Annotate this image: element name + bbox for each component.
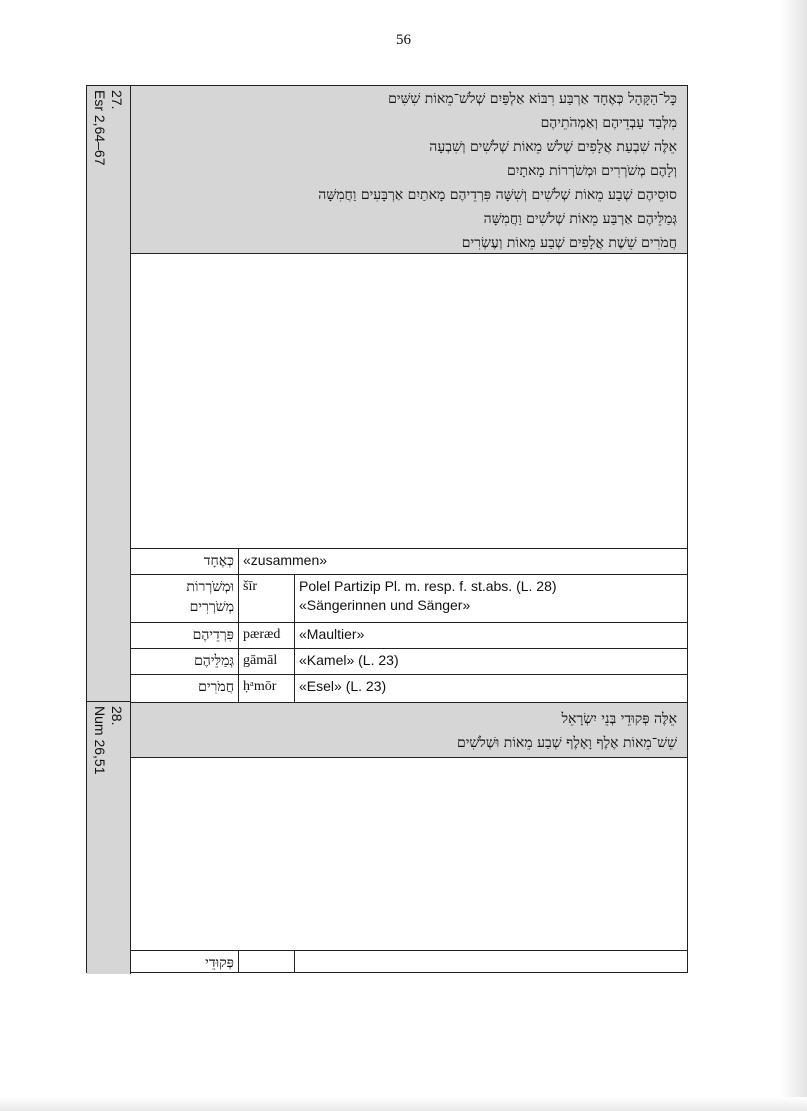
section-28-sidebar [87, 702, 131, 974]
section-28-label [91, 706, 125, 774]
hebrew-line: גְּמַלֵּיהֶם אַרְבַּע מֵאוֹת שְׁלֹשִׁים וַחֲמִשָּׁה [483, 211, 677, 227]
section-number: 27. [109, 90, 125, 110]
hebrew-line: אֵלֶּה פְּקוּדֵי בְּנֵי יִשְׂרָאֵל [561, 711, 677, 727]
vocab-gloss [295, 575, 687, 622]
vocab-root: ḥᵃmōr [239, 675, 295, 702]
hebrew-line: וְלָהֶם מְשֹׁרְרִים וּמְשֹׁרְרוֹת מָאתָיִם [507, 163, 677, 179]
vocab-gloss: «zusammen» [243, 552, 328, 568]
section-27-translation-area[interactable] [131, 254, 687, 549]
vocab-root: pæræd [239, 623, 295, 648]
section-28-hebrew-text [131, 702, 687, 758]
section-27-label [91, 90, 125, 166]
section-27-sidebar [87, 86, 131, 702]
vocab-gloss: «Esel» (L. 23) [299, 678, 387, 694]
section-number: 28. [109, 706, 125, 726]
vocab-hebrew: פִּרְדֵיהֶם [131, 623, 239, 648]
section-reference: Esr 2,64–67 [92, 90, 108, 166]
vocab-row [131, 623, 687, 649]
vocab-gloss-line: Polel Partizip Pl. m. resp. f. st.abs. (L. 28) [299, 578, 557, 594]
vocab-hebrew-line: מְשֹׁרְרִים [189, 599, 234, 615]
page-edge-shadow [779, 0, 807, 1111]
vocab-hebrew-line: וּמְשֹׁרְרוֹת [186, 579, 234, 595]
vocab-row [131, 649, 687, 675]
vocab-hebrew: פְּקוּדֵי [131, 951, 239, 973]
section-27-hebrew-text [131, 86, 687, 254]
vocab-root: gāmāl [239, 649, 295, 674]
vocab-root [239, 951, 295, 973]
vocab-hebrew: כְּאֶחָד [131, 549, 239, 574]
page-bottom-shadow [0, 1097, 807, 1111]
vocab-hebrew [131, 575, 239, 622]
vocab-gloss-line: «Sängerinnen und Sänger» [299, 597, 471, 613]
vocab-hebrew: גְּמַלֵּיהֶם [131, 649, 239, 674]
hebrew-line: אֵלֶּה שִׁבְעַת אֲלָפִים שְׁלֹשׁ מֵאוֹת שְׁלֹשִׁים וְשִׁבְעָה [429, 139, 677, 155]
vocab-row [131, 951, 687, 973]
vocab-row [131, 549, 687, 575]
vocab-gloss: «Kamel» (L. 23) [299, 652, 399, 668]
hebrew-line: חֲמֹרִים שֵׁשֶׁת אֲלָפִים שְׁבַע מֵאוֹת וְעֶשְׂרִים [461, 235, 677, 251]
page-number: 56 [396, 32, 411, 48]
section-reference: Num 26,51 [92, 706, 108, 775]
vocab-gloss [295, 951, 687, 973]
vocab-row [131, 575, 687, 623]
vocab-gloss: «Maultier» [299, 626, 365, 642]
hebrew-line: כָּל־הַקָּהָל כְּאֶחָד אַרְבַּע רִבּוֹא אַלְפַּיִם שְׁלֹשׁ־מֵאוֹת שִׁשִּׁים [388, 91, 677, 107]
vocab-row [131, 675, 687, 702]
vocab-hebrew: חֲמֹרִים [131, 675, 239, 702]
hebrew-line: מִלְּבַד עַבְדֵיהֶם וְאַמְהֹתֵיהֶם [540, 115, 677, 131]
vocab-root: šīr [239, 575, 295, 622]
section-28-translation-area[interactable] [131, 758, 687, 951]
hebrew-line: שֵׁשׁ־מֵאוֹת אֶלֶף וָאָלֶף שְׁבַע מֵאוֹת וּשְׁלֹשִׁים [456, 735, 677, 751]
exercise-frame [86, 85, 688, 973]
hebrew-line: סוּסֵיהֶם שְׁבַע מֵאוֹת שְׁלֹשִׁים וְשִׁשָּׁה פִּרְדֵיהֶם מָאתַיִם אַרְבָּעִים וַחֲמִשָּׁה [318, 187, 677, 203]
